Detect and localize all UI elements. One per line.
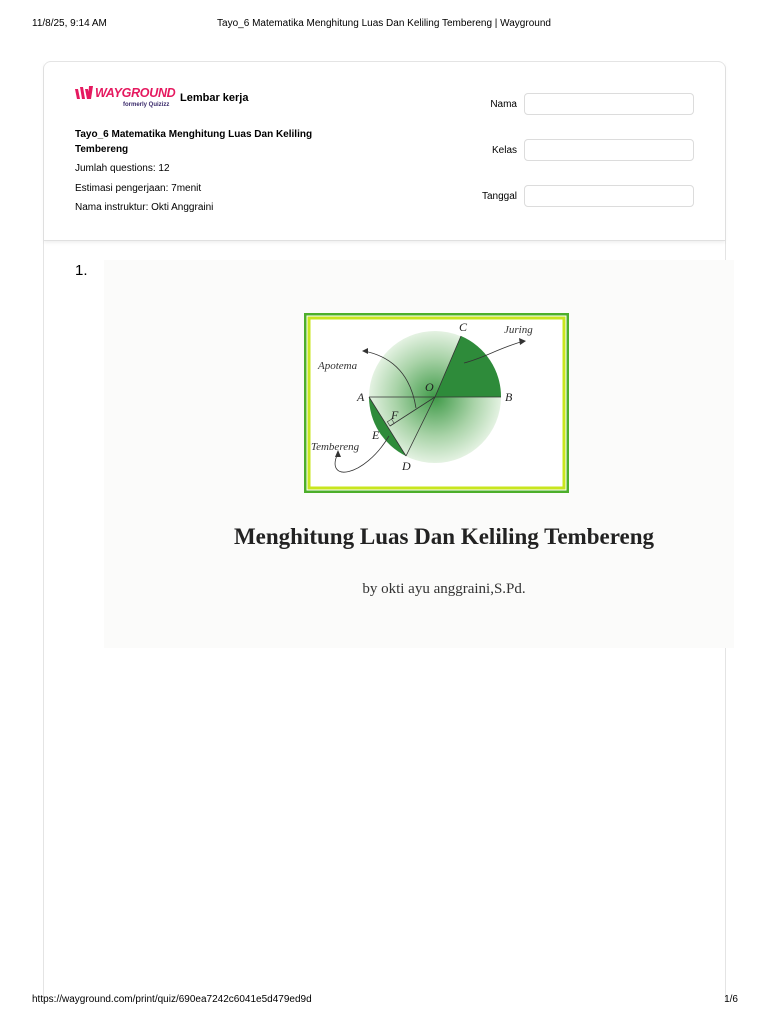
label-apotema: Apotema [318, 360, 358, 372]
date-label: Tanggal [481, 191, 517, 202]
print-footer [0, 994, 768, 1008]
label-e: E [372, 428, 380, 442]
print-page-number: 1/6 [724, 994, 738, 1005]
label-juring: Juring [504, 324, 533, 336]
question-number: 1. [75, 262, 88, 279]
slide-title: Menghitung Luas Dan Keliling Tembereng [233, 524, 655, 549]
label-d: D [402, 459, 411, 473]
date-field[interactable] [524, 185, 694, 207]
class-label: Kelas [491, 145, 517, 156]
print-header [0, 18, 768, 34]
label-a: A [357, 390, 365, 404]
instructor-name: Nama instruktur: Okti Anggraini [75, 202, 214, 213]
circle-segment-diagram [304, 313, 569, 493]
worksheet-label: Lembar kerja [180, 92, 249, 104]
wayground-logo [75, 86, 185, 112]
worksheet [43, 61, 726, 1001]
quiz-title: Tayo_6 Matematika Menghitung Luas Dan Keliling Tembereng [75, 129, 313, 155]
label-c: C [459, 320, 468, 334]
time-estimate: Estimasi pengerjaan: 7menit [75, 183, 202, 194]
label-o: O [425, 380, 434, 394]
slide-author: by okti ayu anggraini,S.Pd. [362, 581, 526, 597]
name-label: Nama [490, 99, 517, 110]
label-f: F [391, 408, 399, 422]
question-slide-image [104, 260, 734, 648]
question-count: Jumlah questions: 12 [75, 163, 170, 174]
name-field[interactable] [524, 93, 694, 115]
label-b: B [505, 390, 513, 404]
print-datetime: 11/8/25, 9:14 AM [32, 18, 107, 29]
logo-wordmark: WAYGROUND [95, 86, 176, 100]
print-url: https://wayground.com/print/quiz/690ea7242c6041e5d479ed9d [32, 994, 312, 1005]
print-page-title: Tayo_6 Matematika Menghitung Luas Dan Keliling Tembereng | Wayground [217, 18, 551, 29]
label-tembereng: Tembereng [311, 441, 360, 453]
worksheet-header [44, 62, 725, 241]
wayground-logo-icon [75, 86, 95, 100]
logo-subtitle: formerly Quizizz [123, 102, 170, 108]
class-field[interactable] [524, 139, 694, 161]
